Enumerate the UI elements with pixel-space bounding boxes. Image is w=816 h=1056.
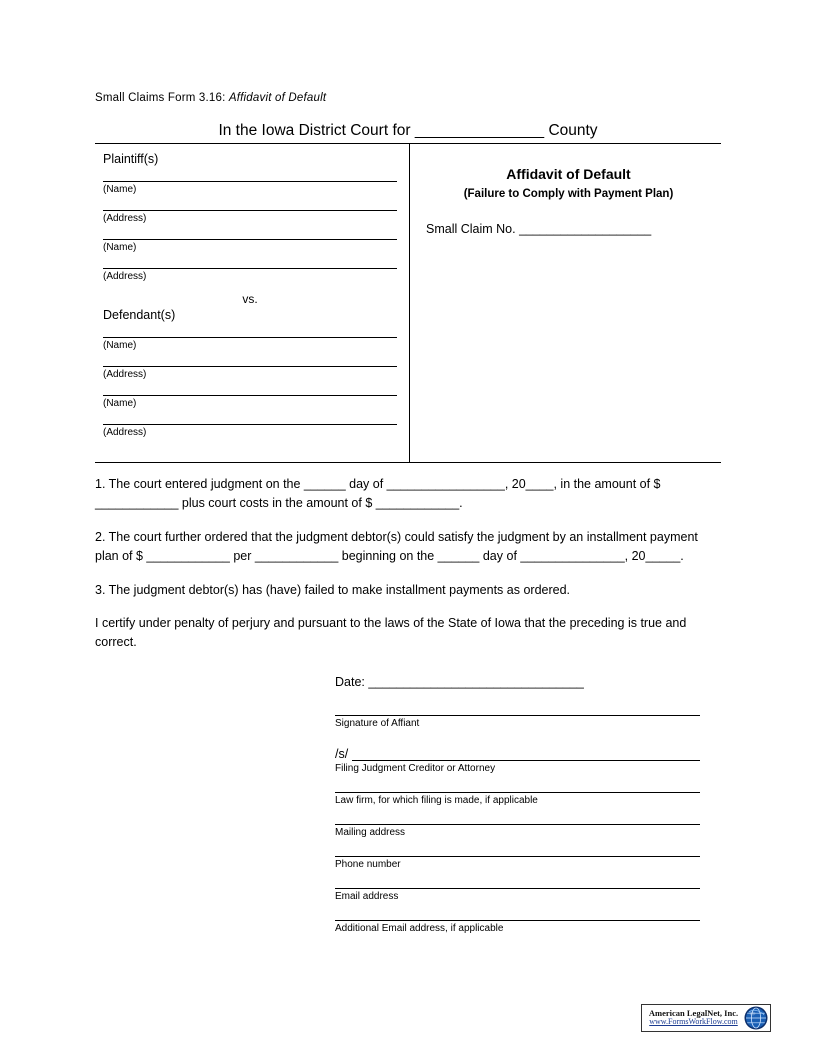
plaintiff-address-2-caption: (Address) [103, 271, 147, 282]
defendant-address-2-caption: (Address) [103, 427, 147, 438]
mailing-address-caption: Mailing address [335, 826, 406, 838]
plaintiff-name-1-rule[interactable] [103, 180, 397, 182]
defendant-address-2-rule[interactable] [103, 423, 397, 425]
paragraph-1: 1. The court entered judgment on the ______ day of _________________, 20____, in the amount of $ ____________ plus court costs in the amount of $ ____________. [95, 477, 661, 511]
signature-creditor-caption: Filing Judgment Creditor or Attorney [335, 762, 496, 774]
certification-paragraph: I certify under penalty of perjury and pursuant to the laws of the State of Iowa that the preceding is true and correct. [95, 615, 687, 650]
defendant-label: Defendant(s) [103, 308, 176, 322]
law-firm-rule[interactable] [335, 792, 700, 793]
paragraph-2: 2. The court further ordered that the judgment debtor(s) could satisfy the judgment by an installment payment plan of $ ____________ per ____________ beginning on the ______ day of _______________, 20_____. [95, 529, 698, 564]
versus-label: vs. [242, 292, 258, 306]
legalnet-company-name: American LegalNet, Inc. [648, 1007, 739, 1018]
small-claim-number-field[interactable]: Small Claim No. ___________________ [426, 222, 652, 236]
law-firm-caption: Law firm, for which filing is made, if applicable [335, 794, 538, 806]
mailing-address-group [335, 824, 700, 838]
defendant-name-1-caption: (Name) [103, 340, 137, 351]
court-heading: In the Iowa District Court for _______________ County [95, 122, 721, 144]
signature-creditor-group [335, 747, 700, 774]
plaintiff-name-2-rule[interactable] [103, 238, 397, 240]
case-caption [95, 144, 721, 463]
defendant-address-1-caption: (Address) [103, 369, 147, 380]
law-firm-group [335, 792, 700, 806]
document-subtitle: (Failure to Comply with Payment Plan) [463, 188, 674, 200]
phone-number-rule[interactable] [335, 856, 700, 857]
signature-creditor-line[interactable] [335, 747, 700, 761]
additional-email-caption: Additional Email address, if applicable [335, 922, 504, 934]
form-sheet [95, 92, 721, 952]
defendant-name-1-rule[interactable] [103, 336, 397, 338]
mailing-address-rule[interactable] [335, 824, 700, 825]
signature-affiant-caption: Signature of Affiant [335, 717, 420, 729]
document-title: Affidavit of Default [506, 166, 631, 182]
signature-affiant-group [335, 715, 700, 729]
globe-icon [743, 1005, 769, 1031]
defendant-name-2-rule[interactable] [103, 394, 397, 396]
legalnet-badge[interactable] [641, 1004, 771, 1032]
plaintiff-name-1-caption: (Name) [103, 184, 137, 195]
defendant-address-1-rule[interactable] [103, 365, 397, 367]
legalnet-badge-text [642, 1009, 743, 1027]
signature-slash-prefix: /s/ [335, 746, 349, 761]
caption-title-block [410, 144, 721, 462]
plaintiff-address-2-rule[interactable] [103, 267, 397, 269]
email-address-caption: Email address [335, 890, 399, 902]
plaintiff-label: Plaintiff(s) [103, 152, 159, 166]
signature-creditor-rule[interactable] [352, 747, 700, 761]
form-header-title: Affidavit of Default [228, 92, 327, 104]
email-address-rule[interactable] [335, 888, 700, 889]
form-header-prefix: Small Claims Form 3.16: [95, 92, 229, 104]
signature-affiant-rule[interactable] [335, 715, 700, 716]
legalnet-url[interactable]: www.FormsWorkFlow.com [649, 1017, 738, 1027]
defendant-name-2-caption: (Name) [103, 398, 137, 409]
phone-number-group [335, 856, 700, 870]
caption-parties [95, 144, 410, 462]
plaintiff-name-2-caption: (Name) [103, 242, 137, 253]
form-header [95, 92, 721, 104]
signature-block [335, 715, 700, 934]
date-field[interactable]: Date: _______________________________ [335, 674, 584, 689]
plaintiff-address-1-caption: (Address) [103, 213, 147, 224]
phone-number-caption: Phone number [335, 858, 401, 870]
email-address-group [335, 888, 700, 902]
paragraph-3: 3. The judgment debtor(s) has (have) failed to make installment payments as ordered. [95, 582, 571, 597]
additional-email-rule[interactable] [335, 920, 700, 921]
plaintiff-address-1-rule[interactable] [103, 209, 397, 211]
additional-email-group [335, 920, 700, 934]
